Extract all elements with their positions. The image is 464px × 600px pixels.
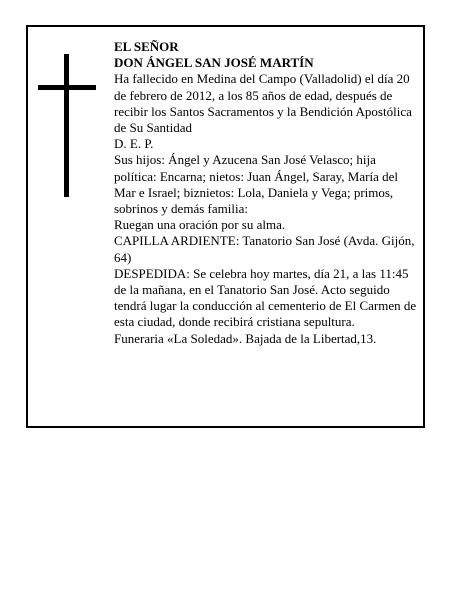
title-line-1: EL SEÑOR — [114, 39, 179, 54]
cross-vertical-bar — [64, 54, 69, 197]
deceased-name: DON ÁNGEL SAN JOSÉ MARTÍN — [114, 55, 314, 71]
chapel-info: CAPILLA ARDIENTE: Tanatorio San José (Avda. Gijón, 64) — [114, 233, 415, 265]
cross-horizontal-bar — [38, 85, 96, 90]
family-list: Sus hijos: Ángel y Azucena San José Velasco; hija política: Encarna; nietos: Juan Ángel, Saray, María del Mar e Israel; biznietos: Lola, Daniela y Vega; primos, sobrinos y demás familia: — [114, 152, 398, 217]
dep-line: D. E. P. — [114, 136, 154, 152]
prayer-request: Ruegan una oración por su alma. — [114, 217, 286, 233]
funeral-home: Funeraria «La Soledad». Bajada de la Libertad,13. — [114, 330, 377, 346]
obituary-text — [114, 39, 418, 347]
farewell-info: DESPEDIDA: Se celebra hoy martes, día 21, a las 11:45 de la mañana, en el Tanatorio San José. Acto seguido tendrá lugar la conducción al cementerio de El Carmen de esta ciudad, donde recibirá cristiana sepultura. — [114, 265, 417, 330]
death-info: Ha fallecido en Medina del Campo (Valladolid) el día 20 de febrero de 2012, a los 85 años de edad, después de recibir los Santos Sacramentos y la Bendición Apostólica de Su Santidad — [114, 71, 412, 136]
